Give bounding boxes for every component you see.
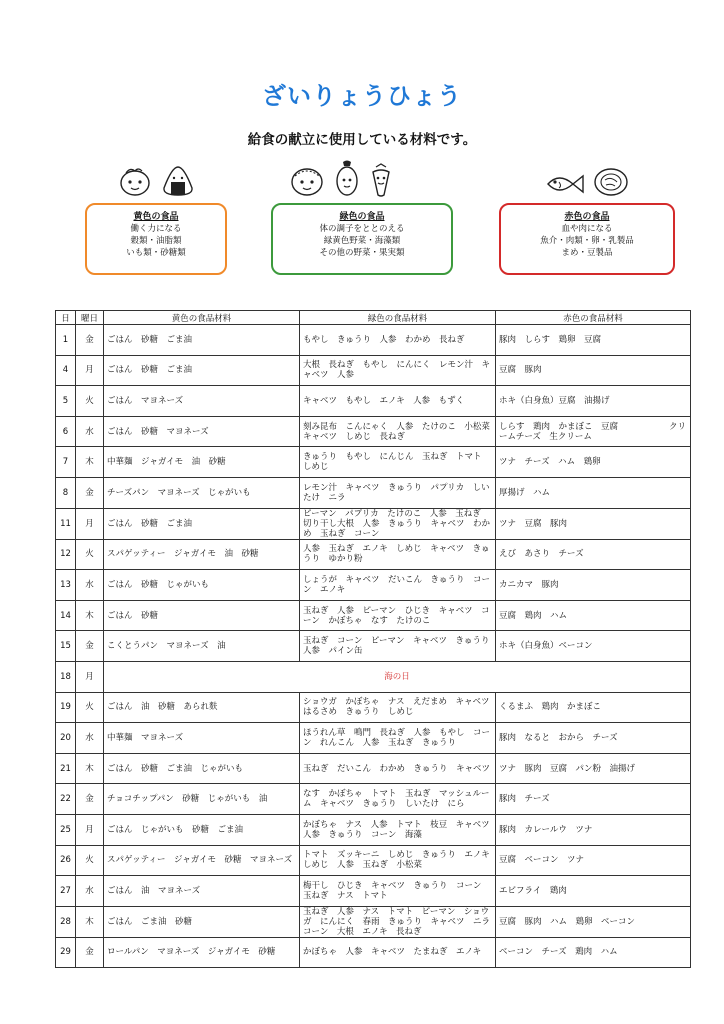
green-category-title: 緑色の食品 <box>339 212 385 222</box>
red-category-line: 魚介・肉類・卵・乳製品 <box>540 236 634 246</box>
red-ingredients-cell: 豚肉 なると おから チーズ <box>496 723 691 754</box>
day-cell: 27 <box>56 876 76 907</box>
yellow-food-icons <box>118 160 196 198</box>
day-cell: 5 <box>56 386 76 417</box>
weekday-cell: 木 <box>76 753 104 784</box>
green-ingredients-cell: 玉ねぎ だいこん わかめ きゅうり キャベツ <box>300 753 496 784</box>
yellow-ingredients-cell: チョコチップパン 砂糖 じゃがいも 油 <box>104 784 300 815</box>
yellow-ingredients-cell: 中華麺 ジャガイモ 油 砂糖 <box>104 447 300 478</box>
yellow-ingredients-cell: こくとうパン マヨネーズ 油 <box>104 631 300 662</box>
weekday-cell: 火 <box>76 845 104 876</box>
green-category-line: 緑黄色野菜・海藻類 <box>323 236 401 246</box>
weekday-cell: 金 <box>76 937 104 968</box>
red-ingredients-cell: えび あさり チーズ <box>496 539 691 570</box>
yellow-category-title: 黄色の食品 <box>133 212 179 222</box>
day-cell: 11 <box>56 508 76 539</box>
green-ingredients-cell: 玉ねぎ 人参 ナス トマト ピーマン ショウガ にんにく 春雨 きゅうり キャベツ ニラ コーン 大根 エノキ 長ねぎ <box>300 906 496 937</box>
table-row <box>56 937 691 968</box>
red-ingredients-cell: しらす 鶏肉 かまぼこ 豆腐 クリームチーズ 生クリーム <box>496 416 691 447</box>
header-green: 緑色の食品材料 <box>300 311 496 325</box>
day-cell: 19 <box>56 692 76 723</box>
table-row <box>56 753 691 784</box>
table-row <box>56 692 691 723</box>
weekday-cell: 月 <box>76 355 104 386</box>
yellow-ingredients-cell: スパゲッティー ジャガイモ 砂糖 マヨネーズ <box>104 845 300 876</box>
day-cell: 18 <box>56 661 76 692</box>
green-ingredients-cell: ピーマン パプリカ たけのこ 人参 玉ねぎ 切り干し大根 人参 きゅうり キャベツ わかめ 玉ねぎ コーン <box>300 508 496 539</box>
weekday-cell: 金 <box>76 631 104 662</box>
green-category-line: 体の調子をととのえる <box>319 224 405 234</box>
carrot-character-icon <box>368 162 394 198</box>
day-cell: 22 <box>56 784 76 815</box>
yellow-ingredients-cell: ごはん じゃがいも 砂糖 ごま油 <box>104 814 300 845</box>
yellow-category-line: 穀類・油脂類 <box>130 236 182 246</box>
weekday-cell: 木 <box>76 600 104 631</box>
day-cell: 13 <box>56 570 76 601</box>
table-row <box>56 784 691 815</box>
weekday-cell: 木 <box>76 447 104 478</box>
day-cell: 4 <box>56 355 76 386</box>
red-category-line: 血や肉になる <box>561 224 613 234</box>
yellow-ingredients-cell: ロールパン マヨネーズ ジャガイモ 砂糖 <box>104 937 300 968</box>
green-ingredients-cell: 玉ねぎ 人参 ピーマン ひじき キャベツ コーン かぼちゃ なす たけのこ <box>300 600 496 631</box>
red-ingredients-cell: 豚肉 しらす 鶏卵 豆腐 <box>496 325 691 356</box>
weekday-cell: 月 <box>76 661 104 692</box>
table-row <box>56 723 691 754</box>
weekday-cell: 火 <box>76 386 104 417</box>
eggplant-character-icon <box>334 158 360 198</box>
green-ingredients-cell: レモン汁 キャベツ きゅうり パプリカ しいたけ ニラ <box>300 477 496 508</box>
day-cell: 26 <box>56 845 76 876</box>
green-ingredients-cell: キャベツ もやし エノキ 人参 もずく <box>300 386 496 417</box>
header-yellow: 黄色の食品材料 <box>104 311 300 325</box>
table-row <box>56 325 691 356</box>
weekday-cell: 金 <box>76 325 104 356</box>
yellow-ingredients-cell: ごはん 砂糖 ごま油 じゃがいも <box>104 753 300 784</box>
yellow-ingredients-cell: ごはん 砂糖 マヨネーズ <box>104 416 300 447</box>
green-ingredients-cell: ショウガ かぼちゃ ナス えだまめ キャベツ はるさめ きゅうり しめじ <box>300 692 496 723</box>
day-cell: 15 <box>56 631 76 662</box>
table-row <box>56 386 691 417</box>
green-ingredients-cell: ほうれん草 鳴門 長ねぎ 人参 もやし コーン れんこん 人参 玉ねぎ きゅうり <box>300 723 496 754</box>
day-cell: 21 <box>56 753 76 784</box>
cabbage-character-icon <box>288 162 326 198</box>
day-cell: 6 <box>56 416 76 447</box>
green-ingredients-cell: 大根 長ねぎ もやし にんにく レモン汁 キャベツ 人参 <box>300 355 496 386</box>
weekday-cell: 金 <box>76 477 104 508</box>
red-category-line: まめ・豆製品 <box>561 248 613 258</box>
yellow-ingredients-cell: スパゲッティー ジャガイモ 油 砂糖 <box>104 539 300 570</box>
green-ingredients-cell: 玉ねぎ コーン ピーマン キャベツ きゅうり 人参 パイン缶 <box>300 631 496 662</box>
red-ingredients-cell: 豆腐 豚肉 <box>496 355 691 386</box>
yellow-ingredients-cell: ごはん 油 マヨネーズ <box>104 876 300 907</box>
day-cell: 25 <box>56 814 76 845</box>
green-food-category <box>271 203 453 275</box>
table-row <box>56 814 691 845</box>
weekday-cell: 水 <box>76 570 104 601</box>
yellow-ingredients-cell: チーズパン マヨネーズ じゃがいも <box>104 477 300 508</box>
table-row <box>56 661 691 692</box>
red-ingredients-cell: 豆腐 豚肉 ハム 鶏卵 ベーコン <box>496 906 691 937</box>
yellow-category-line: いも類・砂糖類 <box>126 248 186 258</box>
green-ingredients-cell: 梅干し ひじき キャベツ きゅうり コーン 玉ねぎ ナス トマト <box>300 876 496 907</box>
table-row <box>56 631 691 662</box>
green-ingredients-cell: トマト ズッキーニ しめじ きゅうり エノキ しめじ 人参 玉ねぎ 小松菜 <box>300 845 496 876</box>
table-row <box>56 570 691 601</box>
header-weekday: 曜日 <box>76 311 104 325</box>
ingredients-table <box>55 310 691 968</box>
green-category-line: その他の野菜・果実類 <box>319 248 405 258</box>
red-ingredients-cell: くるまふ 鶏肉 かまぼこ <box>496 692 691 723</box>
weekday-cell: 木 <box>76 906 104 937</box>
red-ingredients-cell: カニカマ 豚肉 <box>496 570 691 601</box>
yellow-ingredients-cell: ごはん 油 砂糖 あられ麩 <box>104 692 300 723</box>
table-row <box>56 906 691 937</box>
red-ingredients-cell: 厚揚げ ハム <box>496 477 691 508</box>
weekday-cell: 水 <box>76 876 104 907</box>
header-day: 日 <box>56 311 76 325</box>
red-ingredients-cell: エビフライ 鶏肉 <box>496 876 691 907</box>
table-row <box>56 416 691 447</box>
weekday-cell: 火 <box>76 539 104 570</box>
yellow-ingredients-cell: ごはん 砂糖 ごま油 <box>104 508 300 539</box>
table-row <box>56 355 691 386</box>
yellow-ingredients-cell: ごはん ごま油 砂糖 <box>104 906 300 937</box>
green-ingredients-cell: かぼちゃ ナス 人参 トマト 枝豆 キャベツ 人参 きゅうり コーン 海藻 <box>300 814 496 845</box>
table-header-row <box>56 311 691 325</box>
green-ingredients-cell: 人参 玉ねぎ エノキ しめじ キャベツ きゅうり ゆかり粉 <box>300 539 496 570</box>
yellow-ingredients-cell: ごはん 砂糖 じゃがいも <box>104 570 300 601</box>
table-row <box>56 477 691 508</box>
day-cell: 8 <box>56 477 76 508</box>
day-cell: 20 <box>56 723 76 754</box>
weekday-cell: 月 <box>76 508 104 539</box>
weekday-cell: 金 <box>76 784 104 815</box>
table-row <box>56 876 691 907</box>
red-ingredients-cell: 豚肉 カレールウ ツナ <box>496 814 691 845</box>
meat-icon <box>593 166 629 198</box>
day-cell: 29 <box>56 937 76 968</box>
table-row <box>56 600 691 631</box>
green-ingredients-cell: もやし きゅうり 人参 わかめ 長ねぎ <box>300 325 496 356</box>
onigiri-icon <box>160 164 196 198</box>
weekday-cell: 月 <box>76 814 104 845</box>
table-row <box>56 539 691 570</box>
red-ingredients-cell: ホキ（白身魚）豆腐 油揚げ <box>496 386 691 417</box>
potato-character-icon <box>118 164 152 198</box>
table-row <box>56 508 691 539</box>
green-food-icons <box>288 160 394 198</box>
table-row <box>56 447 691 478</box>
yellow-food-category <box>85 203 227 275</box>
yellow-category-line: 働く力になる <box>130 224 182 234</box>
yellow-ingredients-cell: ごはん マヨネーズ <box>104 386 300 417</box>
red-ingredients-cell: 豆腐 鶏肉 ハム <box>496 600 691 631</box>
page-title: ざいりょうひょう <box>262 82 462 110</box>
yellow-ingredients-cell: ごはん 砂糖 <box>104 600 300 631</box>
green-ingredients-cell: 刻み昆布 こんにゃく 人参 たけのこ 小松菜 キャベツ しめじ 長ねぎ <box>300 416 496 447</box>
red-ingredients-cell: 豚肉 チーズ <box>496 784 691 815</box>
yellow-ingredients-cell: ごはん 砂糖 ごま油 <box>104 325 300 356</box>
red-ingredients-cell: ツナ チーズ ハム 鶏卵 <box>496 447 691 478</box>
red-ingredients-cell: 豆腐 ベーコン ツナ <box>496 845 691 876</box>
weekday-cell: 水 <box>76 723 104 754</box>
green-ingredients-cell: きゅうり もやし にんじん 玉ねぎ トマト しめじ <box>300 447 496 478</box>
green-ingredients-cell: しょうが キャベツ だいこん きゅうり コーン エノキ <box>300 570 496 601</box>
green-ingredients-cell: なす かぼちゃ トマト 玉ねぎ マッシュルーム キャベツ きゅうり しいたけ にら <box>300 784 496 815</box>
red-ingredients-cell: ベーコン チーズ 鶏肉 ハム <box>496 937 691 968</box>
red-food-category <box>499 203 675 275</box>
weekday-cell: 水 <box>76 416 104 447</box>
day-cell: 1 <box>56 325 76 356</box>
weekday-cell: 火 <box>76 692 104 723</box>
day-cell: 28 <box>56 906 76 937</box>
page-subtitle: 給食の献立に使用している材料です。 <box>247 132 477 148</box>
day-cell: 14 <box>56 600 76 631</box>
day-cell: 12 <box>56 539 76 570</box>
yellow-ingredients-cell: 中華麺 マヨネーズ <box>104 723 300 754</box>
red-category-title: 赤色の食品 <box>564 212 610 222</box>
day-cell: 7 <box>56 447 76 478</box>
table-row <box>56 845 691 876</box>
header-red: 赤色の食品材料 <box>496 311 691 325</box>
red-food-icons <box>545 160 629 198</box>
red-ingredients-cell: ホキ（白身魚）ベーコン <box>496 631 691 662</box>
red-ingredients-cell: ツナ 豚肉 豆腐 パン粉 油揚げ <box>496 753 691 784</box>
green-ingredients-cell: かぼちゃ 人参 キャベツ たまねぎ エノキ <box>300 937 496 968</box>
fish-icon <box>545 170 585 198</box>
red-ingredients-cell: ツナ 豆腐 豚肉 <box>496 508 691 539</box>
yellow-ingredients-cell: ごはん 砂糖 ごま油 <box>104 355 300 386</box>
holiday-cell: 海の日 <box>104 661 691 692</box>
